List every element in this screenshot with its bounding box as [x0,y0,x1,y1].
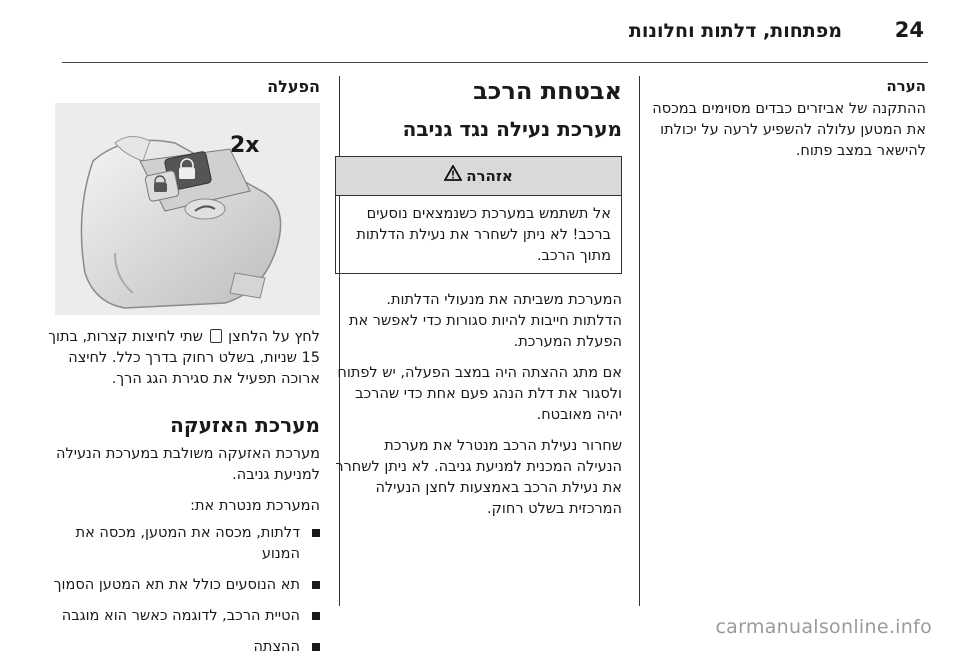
page-number: 24 [894,18,924,42]
warning-label: אזהרה [466,166,513,185]
page-title: מפתחות, דלתות וחלונות [628,20,842,42]
list-item: ההצתה [35,637,320,658]
list-item: דלתות, מכסה את המטען, מכסה את המנוע [35,523,320,565]
bullet-square-icon [312,643,320,651]
activation-text-start: לחץ על הלחצן [228,329,320,345]
activation-text-end: שתי לחיצות קצרות, בתוך 15 שניות, בשלט רחוק בדרך כלל. לחיצה ארוכה תפעיל את סגירת הגג הרך. [48,329,320,387]
section-subtitle: מערכת נעילה נגד גניבה [402,117,622,141]
page-header [0,14,960,60]
remote-key-figure [55,103,320,315]
paragraph: המערכת משביתה את מנעולי הדלתות. הדלתות חייבות להיות סגורות כדי לאפשר את הפעלת המערכת. [348,292,622,350]
note-title: הערה [886,77,926,95]
warning-header [336,157,621,196]
warning-box [335,156,622,274]
note-column [641,76,926,172]
bullet-square-icon [312,612,320,620]
warning-text: אל תשתמש במערכת כשנמצאים נוסעים ברכב! לא ניתן לשחרר את נעילת הדלתות מתוך הרכב. [356,206,611,264]
activation-text [35,327,320,390]
alarm-list [35,523,320,658]
paragraph: שחרור נעילת הרכב מנטרל את מערכת הנעילה המכנית למניעת גניבה. לא ניתן לשחרר את נעילת הרכב באמצעות לחצן הנעילה המרכזית בשלט רחוק. [335,438,622,517]
activation-column [35,76,320,668]
note-text: ההתקנה של אביזרים כבדים מסוימים במכסה את המטען עלולה להשפיע לרעה על יכולתו להישאר במצב פתוח. [652,101,926,159]
security-column [335,76,622,530]
press-count-label: 2x [230,133,260,158]
column-divider [639,76,640,606]
remote-key-illustration [55,103,320,315]
alarm-intro: מערכת האזעקה משולבת במערכת הנעילה למניעת גניבה. [56,446,320,483]
list-item: תא הנוסעים כולל את תא המטען הסמוך [35,575,320,596]
warning-triangle-icon [444,165,462,187]
list-item: הטיית הרכב, לדוגמה כאשר הוא מוגבה [35,606,320,627]
alarm-monitors-label: המערכת מנטרת את: [190,498,320,514]
bullet-square-icon [312,581,320,589]
activation-title: הפעלה [267,77,320,96]
watermark: carmanualsonline.info [715,616,932,638]
alarm-title: מערכת האזעקה [170,413,320,437]
bullet-square-icon [312,529,320,537]
header-rule [62,62,928,63]
section-title: אבטחת הרכב [473,77,622,105]
paragraph: אם מתג ההצתה היה במצב הפעלה, יש לפתוח ולסגור את דלת הנהג פעם אחת כדי שהרכב יהיה מאובטח. [337,365,622,423]
lock-button-icon [210,329,222,343]
